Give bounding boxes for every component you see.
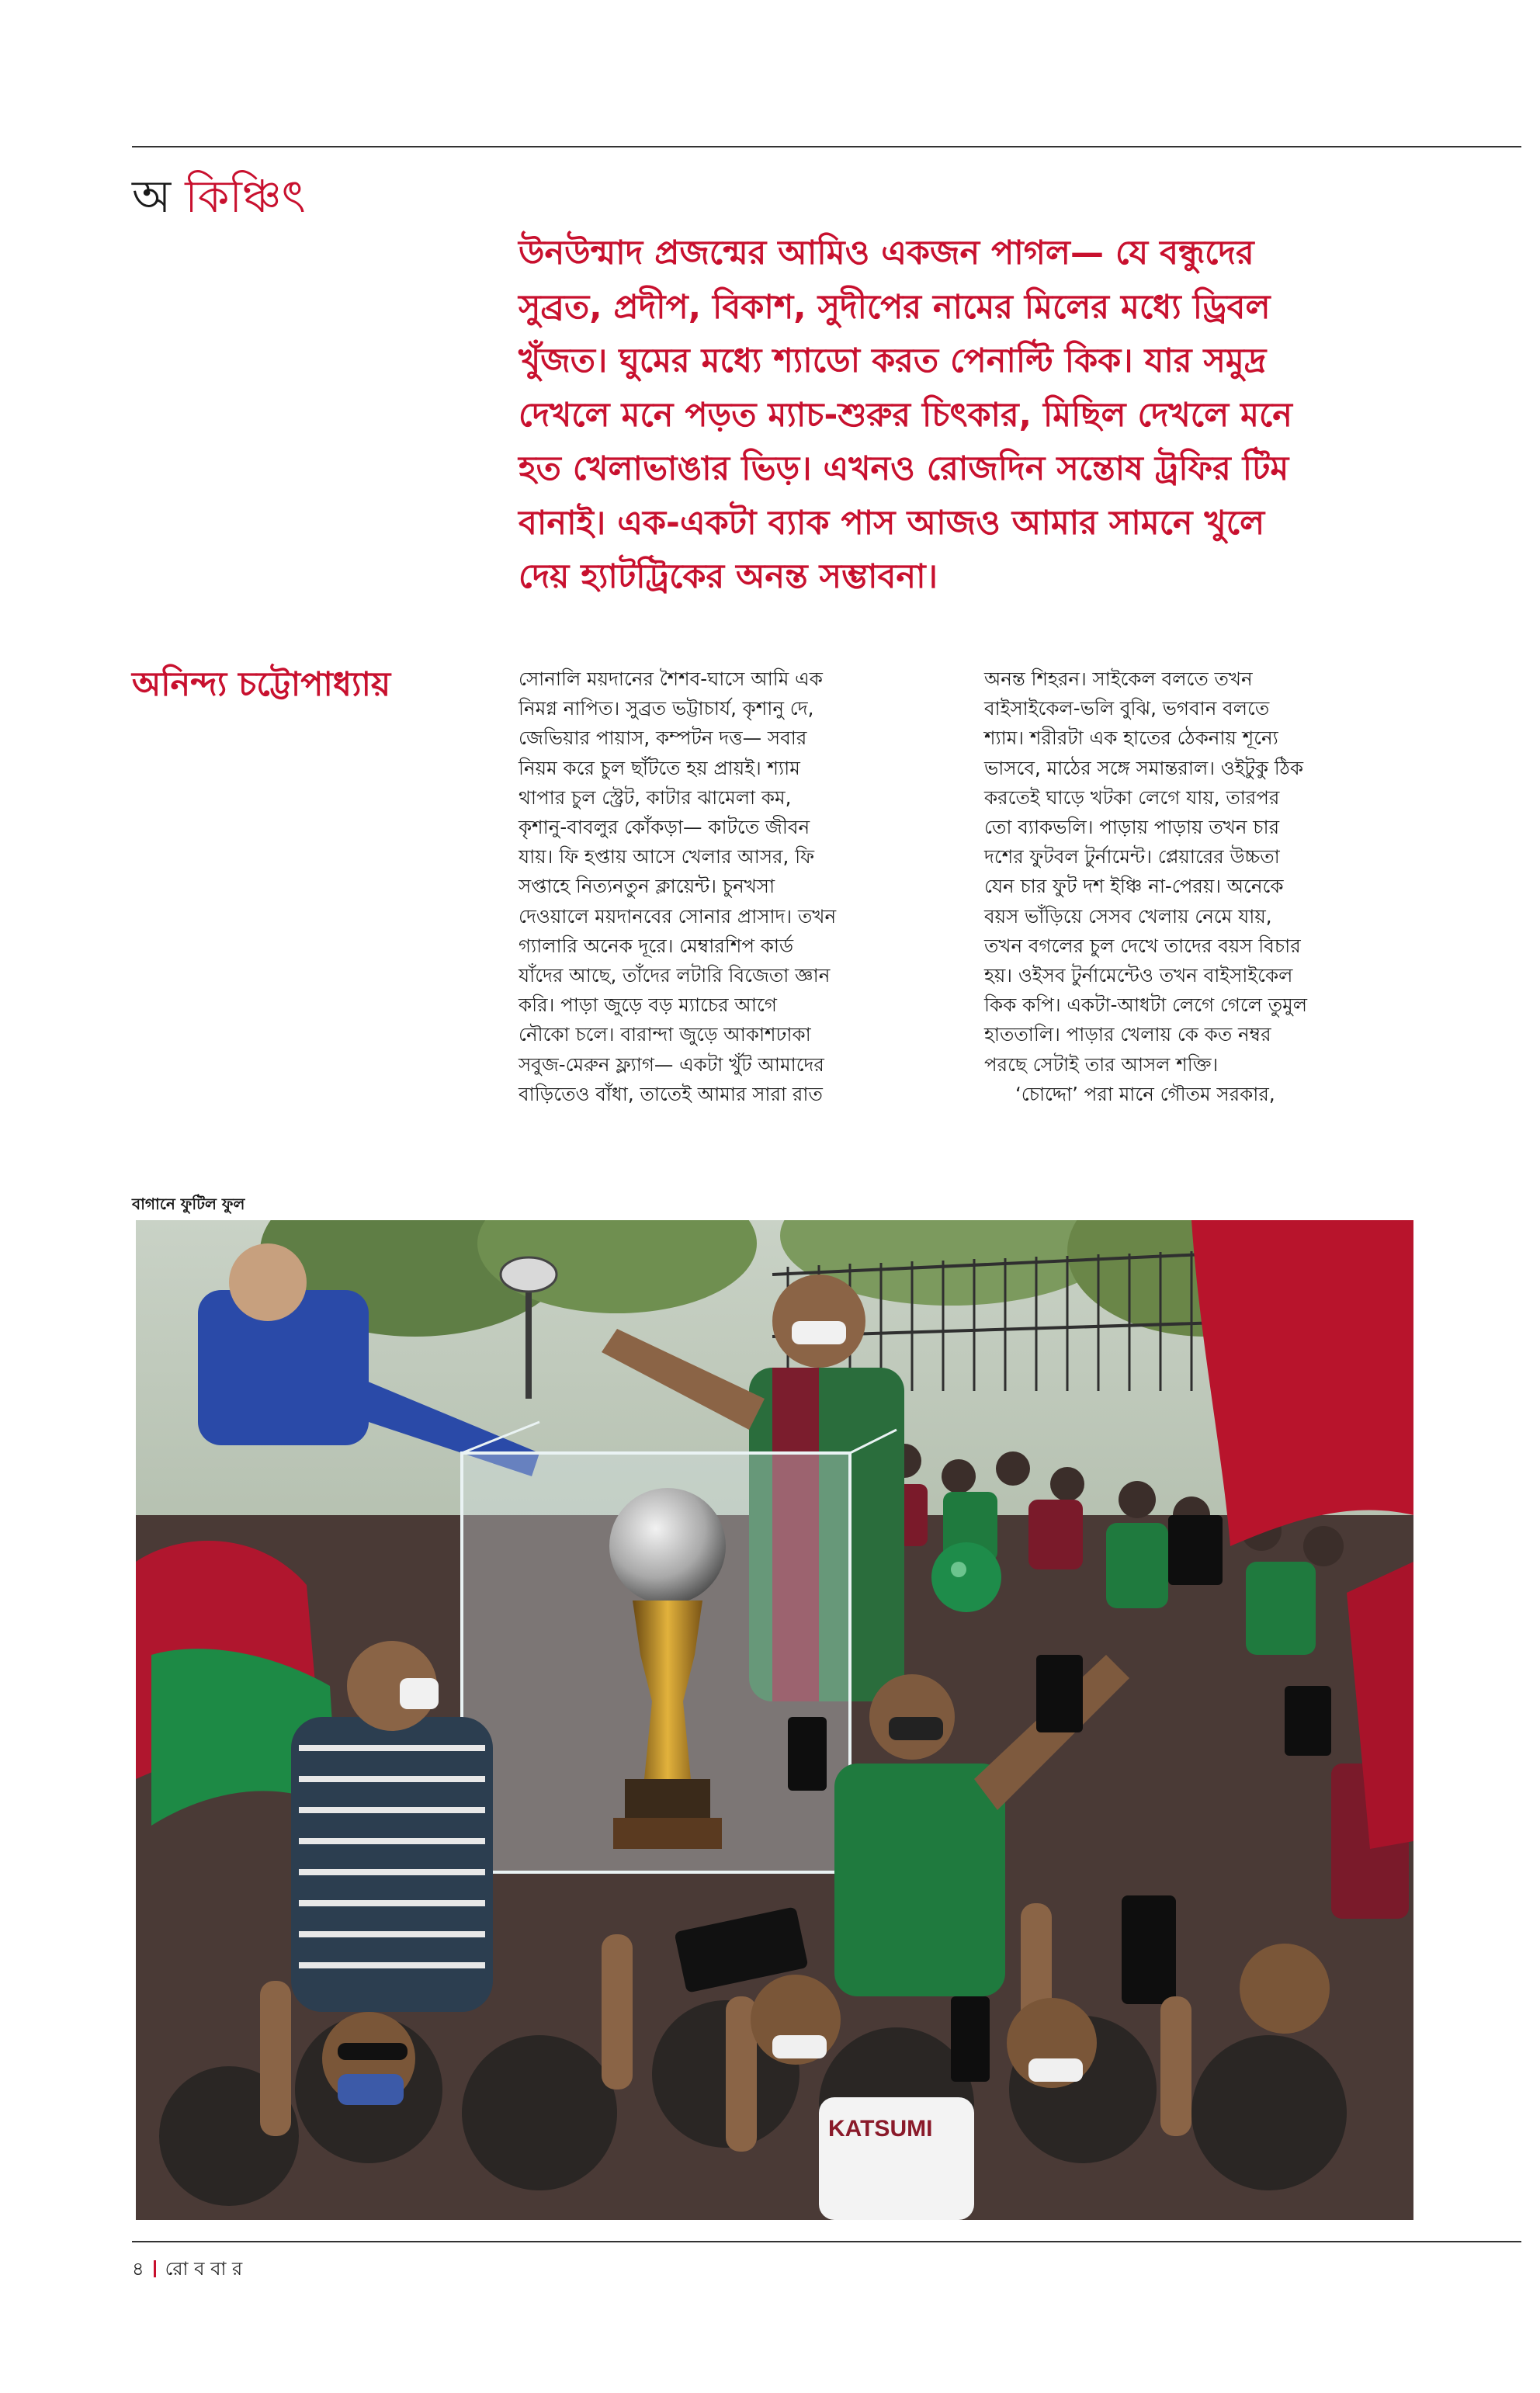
body-line: জেভিয়ার পায়াস, কম্পটন দত্ত— সবার [519,727,807,750]
body-line: করি। পাড়া জুড়ে বড় ম্যাচের আগে [519,994,777,1017]
bottom-rule [132,2241,1521,2242]
body-line: নৌকো চলে। বারান্দা জুড়ে আকাশঢাকা [519,1023,811,1046]
body-line: কিক কপি। একটা-আধটা লেগে গেলে তুমুল [984,994,1308,1017]
body-line: তখন বগলের চুল দেখে তাদের বয়স বিচার [984,934,1301,957]
body-line: যায়। ফি হপ্তায় আসে খেলার আসর, ফি [519,845,815,869]
deck-line: বানাই। এক-একটা ব্যাক পাস আজও আমার সামনে খুলে [519,503,1265,543]
crowd-trophy-photo [136,1220,1413,2220]
body-line: হাততালি। পাড়ার খেলায় কে কত নম্বর [984,1023,1271,1046]
page-footer [132,2256,242,2282]
body-line: নিয়ম করে চুল ছাঁটতে হয় প্রায়ই। শ্যাম [519,756,800,779]
deck-line: দেয় হ্যাটট্রিকের অনন্ত সম্ভাবনা। [519,557,938,596]
footer-divider [154,2260,156,2277]
body-line: থাপার চুল স্ট্রেট, কাটার ঝামেলা কম, [519,786,792,809]
body-line: বাইসাইকেল-ভলি বুঝি, ভগবান বলতে [984,697,1270,720]
body-line: হয়। ওইসব টুর্নামেন্টেও তখন বাইসাইকেল [984,964,1293,987]
jersey-lettering: KATSUMI [828,2116,933,2142]
body-line: ‘চোদ্দো’ পরা মানে গৌতম সরকার, [1015,1082,1275,1105]
body-line: ভাসবে, মাঠের সঙ্গে সমান্তরাল। ওইটুকু ঠিক [984,756,1304,779]
body-column-1 [519,664,942,1109]
photo-caption: বাগানে ফুটিল ফুল [132,1195,245,1213]
section-title: কিঞ্চিৎ [185,170,306,223]
deck-line: হত খেলাভাঙার ভিড়। এখনও রোজদিন সন্তোষ ট্রফির টিম [519,449,1289,488]
body-column-2 [984,664,1413,1109]
body-line: শ্যাম। শরীরটা এক হাতের ঠেকনায় শূন্যে [984,727,1278,750]
body-line: তো ব্যাকভলি। পাড়ায় পাড়ায় তখন চার [984,816,1280,839]
body-line: নিমগ্ন নাপিত। সুব্রত ভট্টাচার্য, কৃশানু দে, [519,697,814,720]
body-line: দশের ফুটবল টুর্নামেন্ট। প্লেয়ারের উচ্চতা [984,845,1280,869]
top-rule [132,146,1521,147]
deck-line: উনউন্মাদ প্রজন্মের আমিও একজন পাগল— যে বন্ধুদের [519,234,1254,272]
body-line: দেওয়ালে ময়দানবের সোনার প্রাসাদ। তখন [519,904,837,928]
deck-paragraph [519,227,1411,605]
page-number: ৪ [132,2258,144,2280]
deck-line: সুব্রত, প্রদীপ, বিকাশ, সুদীপের নামের মিলের মধ্যে ড্রিবল [519,287,1271,327]
body-line: কৃশানু-বাবলুর কোঁকড়া— কাটতে জীবন [519,816,810,839]
body-line: বাড়িতেও বাঁধা, তাতেই আমার সারা রাত [519,1082,823,1105]
deck-line: খুঁজত। ঘুমের মধ্যে শ্যাডো করত পেনাল্টি কিক। যার সমুদ্র [519,342,1267,380]
body-line: সোনালি ময়দানের শৈশব-ঘাসে আমি এক [519,668,823,690]
body-line: সবুজ-মেরুন ফ্ল্যাগ— একটা খুঁট আমাদের [519,1053,824,1076]
body-line: পরছে সেটাই তার আসল শক্তি। [984,1053,1219,1076]
deck-line: দেখলে মনে পড়ত ম্যাচ-শুরুর চিৎকার, মিছিল দেখলে মনে [519,395,1292,435]
body-line: যেন চার ফুট দশ ইঞ্চি না-পেরয়। অনেকে [984,875,1284,898]
body-line: করতেই ঘাড়ে খটকা লেগে যায়, তারপর [984,786,1280,809]
magazine-name: রো ব বা র [165,2258,243,2280]
section-prefix: অ [132,170,172,223]
section-header [132,169,306,224]
body-line: গ্যালারি অনেক দূরে। মেম্বারশিপ কার্ড [519,934,794,957]
body-line: অনন্ত শিহরন। সাইকেল বলতে তখন [984,668,1253,690]
author-byline: অনিন্দ্য চট্টোপাধ্যায় [132,665,391,704]
body-line: যাঁদের আছে, তাঁদের লটারি বিজেতা জ্ঞান [519,964,831,987]
body-line: সপ্তাহে নিত্যনতুন ক্লায়েন্ট। চুনখসা [519,875,775,898]
body-line: বয়স ভাঁড়িয়ে সেসব খেলায় নেমে যায়, [984,904,1272,928]
